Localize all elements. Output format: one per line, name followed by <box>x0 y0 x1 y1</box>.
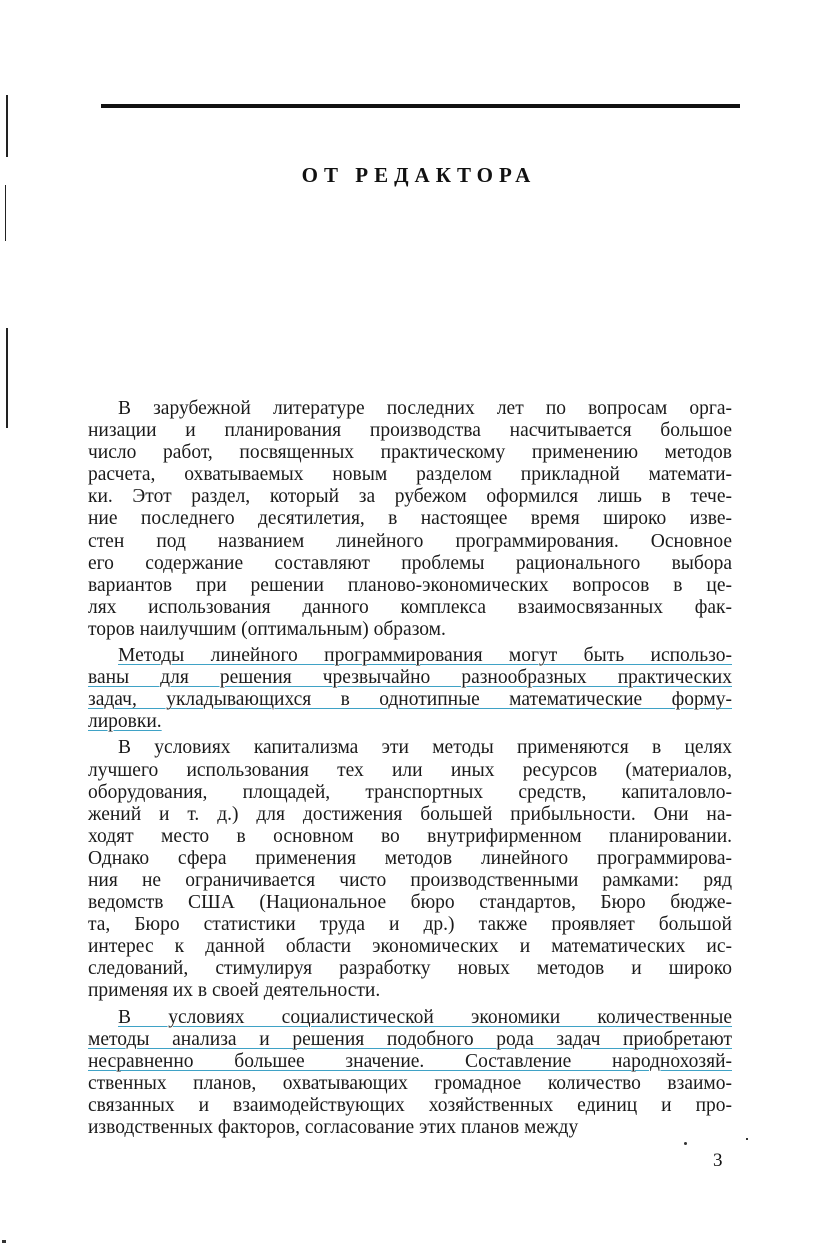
text-line: изводственных факторов, согласование этих планов между <box>88 1117 579 1138</box>
text-line: лучшего использования тех или иных ресурсов (материалов, <box>88 759 732 781</box>
text-line: В условиях капитализма эти методы применяются в целях <box>118 737 732 759</box>
text-line: оборудования, площадей, транспортных средств, капиталовло- <box>88 781 732 803</box>
text-line: В условиях социалистической экономики количественные <box>118 1006 732 1028</box>
text-line: ведомств США (Национальное бюро стандартов, Бюро бюдже- <box>88 892 732 914</box>
text-line: его содержание составляют проблемы рационального выбора <box>88 552 732 574</box>
paragraph <box>88 1007 732 1140</box>
text-line: лировки. <box>88 711 162 733</box>
header-rule <box>101 104 740 108</box>
margin-mark <box>5 185 6 241</box>
text-line: ваны для решения чрезвычайно разнообразных практических <box>88 667 732 689</box>
chapter-heading: ОТ РЕДАКТОРА <box>301 163 537 187</box>
text-line: ки. Этот раздел, который за рубежом оформился лишь в тече- <box>88 486 732 508</box>
text-line: интерес к данной области экономических и математических ис- <box>88 936 732 958</box>
margin-mark <box>6 95 8 157</box>
text-line: ходят место в основном во внутрифирменном планировании. <box>88 825 732 847</box>
text-line: задач, укладывающихся в однотипные математические форму- <box>88 689 732 711</box>
text-line: В зарубежной литературе последних лет по вопросам орга- <box>118 398 732 419</box>
text-line: ния не ограничивается чисто производственными рамками: ряд <box>88 869 732 891</box>
ink-speck <box>2 1240 6 1243</box>
text-line: жений и т. д.) для достижения большей прибыльности. Они на- <box>88 803 732 825</box>
text-line: следований, стимулируя разработку новых методов и широко <box>88 958 732 980</box>
text-line: стен под названием линейного программирования. Основное <box>88 530 732 552</box>
text-line: ственных планов, охватывающих громадное количество взаимо- <box>88 1072 732 1094</box>
paragraph <box>88 398 732 641</box>
text-line: методы анализа и решения подобного рода задач приобретают <box>88 1028 732 1050</box>
page-number: 3 <box>713 1150 723 1171</box>
text-line: ние последнего десятилетия, в настоящее время широко изве- <box>88 508 732 530</box>
text-line: та, Бюро статистики труда и др.) также проявляет большой <box>88 914 732 936</box>
text-line: вариантов при решении планово-экономических вопросов в це- <box>88 574 732 596</box>
body-text <box>88 398 732 1143</box>
text-line: торов наилучшим (оптимальным) образом. <box>88 618 446 640</box>
text-line: лях использования данного комплекса взаимосвязанных фак- <box>88 596 732 618</box>
margin-mark <box>6 328 8 428</box>
text-line: связанных и взаимодействующих хозяйственных единиц и про- <box>88 1094 732 1116</box>
text-line: несравненно большее значение. Составление народнохозяй- <box>88 1050 732 1072</box>
text-line: Однако сфера применения методов линейного программирова- <box>88 847 732 869</box>
text-line: применяя их в своей деятельности. <box>88 980 381 1002</box>
paragraph <box>88 645 732 733</box>
text-line: низации и планирования производства насчитывается большое <box>88 420 732 442</box>
text-line: Методы линейного программирования могут быть использо- <box>118 645 732 667</box>
text-line: число работ, посвященных практическому применению методов <box>88 442 732 464</box>
ink-speck <box>684 1142 687 1145</box>
text-line: расчета, охватываемых новым разделом прикладной математи- <box>88 464 732 486</box>
paragraph <box>88 737 732 1002</box>
ink-speck <box>746 1138 748 1140</box>
